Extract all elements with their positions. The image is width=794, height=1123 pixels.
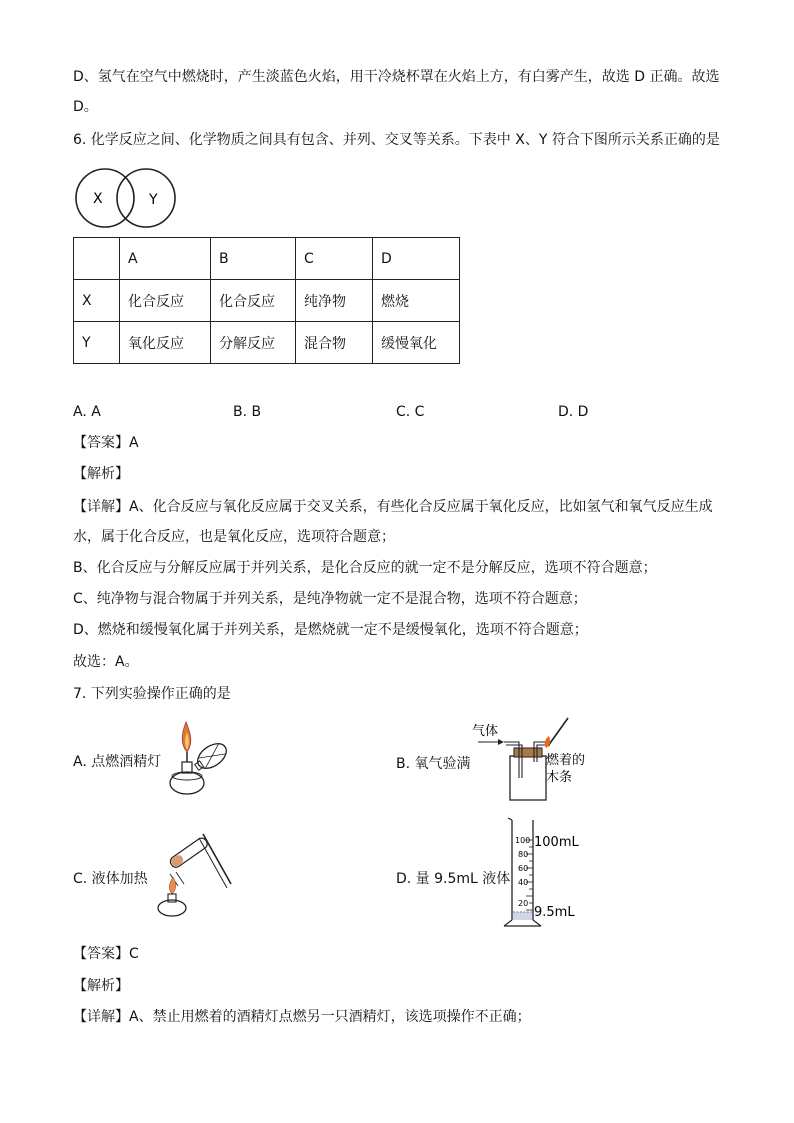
venn-circle-y [117, 169, 175, 227]
q7-analysis-heading: 【解析】 [73, 978, 129, 994]
q7-option-d-label[interactable]: D. 量 9.5mL 液体 [396, 871, 511, 887]
tick-label: 40 [518, 878, 529, 887]
table-cell: 化合反应 [120, 280, 211, 322]
tick-label: 60 [518, 864, 529, 873]
q6-detail-line: D、燃烧和缓慢氧化属于并列关系，是燃烧就一定不是缓慢氧化，选项不符合题意； [73, 622, 588, 638]
q6-choice-b[interactable]: B. B [233, 404, 262, 420]
q7-detail-line: 【详解】A、禁止用燃着的酒精灯点燃另一只酒精灯，该选项操作不正确； [73, 1009, 531, 1025]
q7-stem: 7. 下列实验操作正确的是 [73, 686, 231, 702]
q6-choice-c[interactable]: C. C [396, 404, 425, 420]
q6-detail-line: 【详解】A、化合反应与氧化反应属于交叉关系，有些化合反应属于氧化反应，比如氢气和氧气反应生成 [73, 499, 713, 515]
table-cell: 分解反应 [211, 322, 296, 364]
liquid-heating-figure [145, 830, 237, 920]
venn-label-y: Y [149, 192, 158, 208]
table-cell: Y [74, 322, 120, 364]
table-cell: B [211, 238, 296, 280]
stick-label-2: 木条 [546, 770, 573, 785]
cylinder-capacity-label: 100mL [534, 835, 579, 850]
prev-answer-line-1: D、氢气在空气中燃烧时，产生淡蓝色火焰，用干冷烧杯罩在火焰上方，有白雾产生，故选 D 正确。故选 [73, 69, 720, 85]
gas-label: 气体 [472, 724, 499, 739]
table-row [74, 280, 460, 322]
q7-option-c-label[interactable]: C. 液体加热 [73, 871, 148, 887]
q6-answer: 【答案】A [73, 435, 139, 451]
q6-choice-a[interactable]: A. A [73, 404, 101, 420]
q6-detail-line: 水，属于化合反应，也是氧化反应，选项符合题意； [73, 529, 395, 545]
q6-stem: 6. 化学反应之间、化学物质之间具有包含、并列、交叉等关系。下表中 X、Y 符合下图所示关系正确的是 [73, 132, 720, 148]
q7-answer: 【答案】C [73, 946, 139, 962]
table-cell: 缓慢氧化 [373, 322, 460, 364]
q7-option-b-label[interactable]: B. 氧气验满 [396, 756, 471, 772]
q7-option-a-label[interactable]: A. 点燃酒精灯 [73, 754, 162, 770]
table-cell: A [120, 238, 211, 280]
q6-choice-d[interactable]: D. D [558, 404, 589, 420]
lighting-alcohol-lamp-figure [160, 718, 240, 800]
table-cell: 纯净物 [296, 280, 373, 322]
venn-label-x: X [93, 191, 103, 207]
prev-answer-line-2: D。 [73, 99, 98, 115]
table-header-row [74, 238, 460, 280]
tick-label: 20 [518, 899, 529, 908]
table-cell [74, 238, 120, 280]
table-cell: 化合反应 [211, 280, 296, 322]
table-cell: D [373, 238, 460, 280]
table-cell: X [74, 280, 120, 322]
q6-options-table [73, 237, 460, 364]
stick-label-1: 燃着的 [546, 753, 586, 768]
table-row [74, 322, 460, 364]
table-cell: 燃烧 [373, 280, 460, 322]
oxygen-full-test-figure [470, 712, 600, 804]
table-cell: 混合物 [296, 322, 373, 364]
table-cell: 氧化反应 [120, 322, 211, 364]
q6-detail-line: 故选：A。 [73, 654, 139, 670]
q6-detail-line: B、化合反应与分解反应属于并列关系，是化合反应的就一定不是分解反应，选项不符合题意； [73, 560, 657, 576]
table-cell: C [296, 238, 373, 280]
q6-analysis-heading: 【解析】 [73, 466, 129, 482]
tick-label: 100 [515, 836, 531, 845]
measuring-cylinder-figure [500, 816, 610, 932]
measure-volume-label: 9.5mL [534, 905, 575, 920]
q6-detail-line: C、纯净物与混合物属于并列关系，是纯净物就一定不是混合物，选项不符合题意； [73, 591, 587, 607]
venn-diagram [72, 166, 182, 230]
tick-label: 80 [518, 850, 529, 859]
